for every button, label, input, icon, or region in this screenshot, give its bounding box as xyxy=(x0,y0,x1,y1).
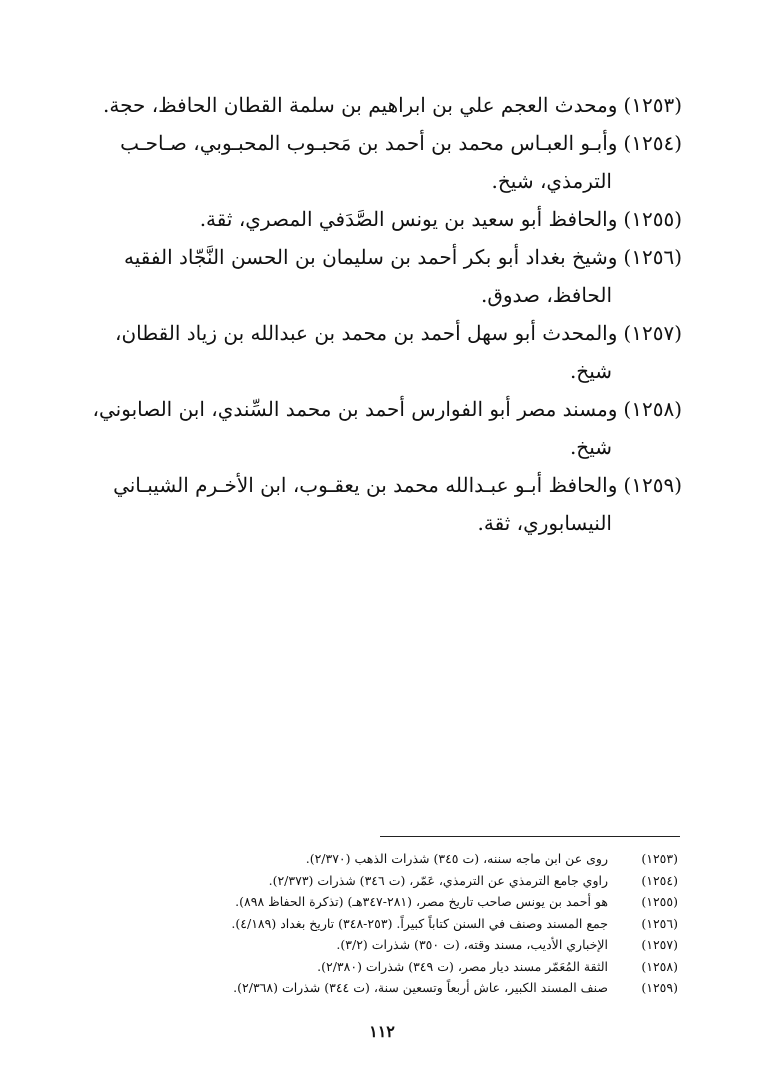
footnote-number: (١٢٥٧) xyxy=(641,937,678,952)
footnote-text: جمع المسند وصنف في السنن كتاباً كبيراً. (٢٥٣-٣٤٨) تاريخ بغداد (٤/١٨٩). xyxy=(231,915,608,931)
footnote-number: (١٢٥٦) xyxy=(641,915,678,931)
footnotes xyxy=(118,848,678,999)
footnote-text: الإخباري الأديب، مسند وقته، (ت ٣٥٠) شذرات (٣/٢). xyxy=(336,937,608,952)
entry-continuation: شيخ. xyxy=(569,435,612,459)
footnote-number: (١٢٥٨) xyxy=(641,958,678,974)
entry-text: والحافظ أبـو عبـدالله محمد بن يعقـوب، ابن الأخـرم الشيبـاني xyxy=(113,473,618,497)
page-number: ١١٢ xyxy=(369,1022,395,1041)
footnote-text: راوي جامع الترمذي عن الترمذي، عَمّر، (ت ٣٤٦) شذرات (٢/٣٧٣). xyxy=(268,872,608,888)
biography-entries xyxy=(82,86,682,542)
entry-1258 xyxy=(82,390,682,466)
entry-continuation: الحافظ، صدوق. xyxy=(480,283,612,307)
footnote-1257 xyxy=(118,934,678,956)
entry-text: وأبـو العبـاس محمد بن أحمد بن مَحبـوب المحبـوبي، صـاحـب xyxy=(120,131,618,155)
footnote-number: (١٢٥٣) xyxy=(641,851,678,866)
entry-1256 xyxy=(82,238,682,314)
footnote-number: (١٢٥٥) xyxy=(641,894,678,909)
entry-1257 xyxy=(82,314,682,390)
entry-1259 xyxy=(82,466,682,542)
entry-number: (١٢٥٥) xyxy=(623,207,682,231)
entry-number: (١٢٥٧) xyxy=(623,321,682,345)
entry-1255 xyxy=(82,200,682,238)
footnote-text: روى عن ابن ماجه سننه، (ت ٣٤٥) شذرات الذهب (٢/٣٧٠). xyxy=(305,851,608,866)
entry-text: وشيخ بغداد أبو بكر أحمد بن سليمان بن الحسن النَّجّاد الفقيه xyxy=(124,245,618,269)
entry-1253 xyxy=(82,86,682,124)
entry-continuation: النيسابوري، ثقة. xyxy=(477,511,612,535)
footnote-text: الثقة المُعَمّر مسند ديار مصر، (ت ٣٤٩) شذرات (٢/٣٨٠). xyxy=(317,958,608,974)
footnote-1256 xyxy=(118,913,678,935)
footnote-1259 xyxy=(118,977,678,999)
footnote-number: (١٢٥٩) xyxy=(641,980,678,995)
entry-number: (١٢٥٤) xyxy=(623,131,682,155)
entry-text: والحافظ أبو سعيد بن يونس الصَّدَفي المصري، ثقة. xyxy=(199,207,618,231)
footnote-1254 xyxy=(118,870,678,892)
entry-text: ومحدث العجم علي بن ابراهيم بن سلمة القطان الحافظ، حجة. xyxy=(103,93,618,117)
entry-number: (١٢٥٩) xyxy=(623,473,682,497)
entry-continuation: الترمذي، شيخ. xyxy=(491,169,612,193)
footnote-1255 xyxy=(118,891,678,913)
footnote-1258 xyxy=(118,956,678,978)
entry-continuation: شيخ. xyxy=(569,359,612,383)
entry-number: (١٢٥٦) xyxy=(623,245,682,269)
footnote-divider xyxy=(380,836,680,837)
footnote-text: هو أحمد بن يونس صاحب تاريخ مصر، (٢٨١-٣٤٧هـ) (تذكرة الحفاظ ٨٩٨). xyxy=(235,894,608,909)
entry-number: (١٢٥٣) xyxy=(623,93,682,117)
entry-text: والمحدث أبو سهل أحمد بن محمد بن عبدالله بن زياد القطان، xyxy=(115,321,618,345)
footnote-number: (١٢٥٤) xyxy=(641,872,678,888)
entry-number: (١٢٥٨) xyxy=(623,397,682,421)
footnote-1253 xyxy=(118,848,678,870)
entry-text: ومسند مصر أبو الفوارس أحمد بن محمد السِّندي، ابن الصابوني، xyxy=(92,397,618,421)
footnote-text: صنف المسند الكبير، عاش أربعاً وتسعين سنة، (ت ٣٤٤) شذرات (٢/٣٦٨). xyxy=(233,980,608,995)
entry-1254 xyxy=(82,124,682,200)
